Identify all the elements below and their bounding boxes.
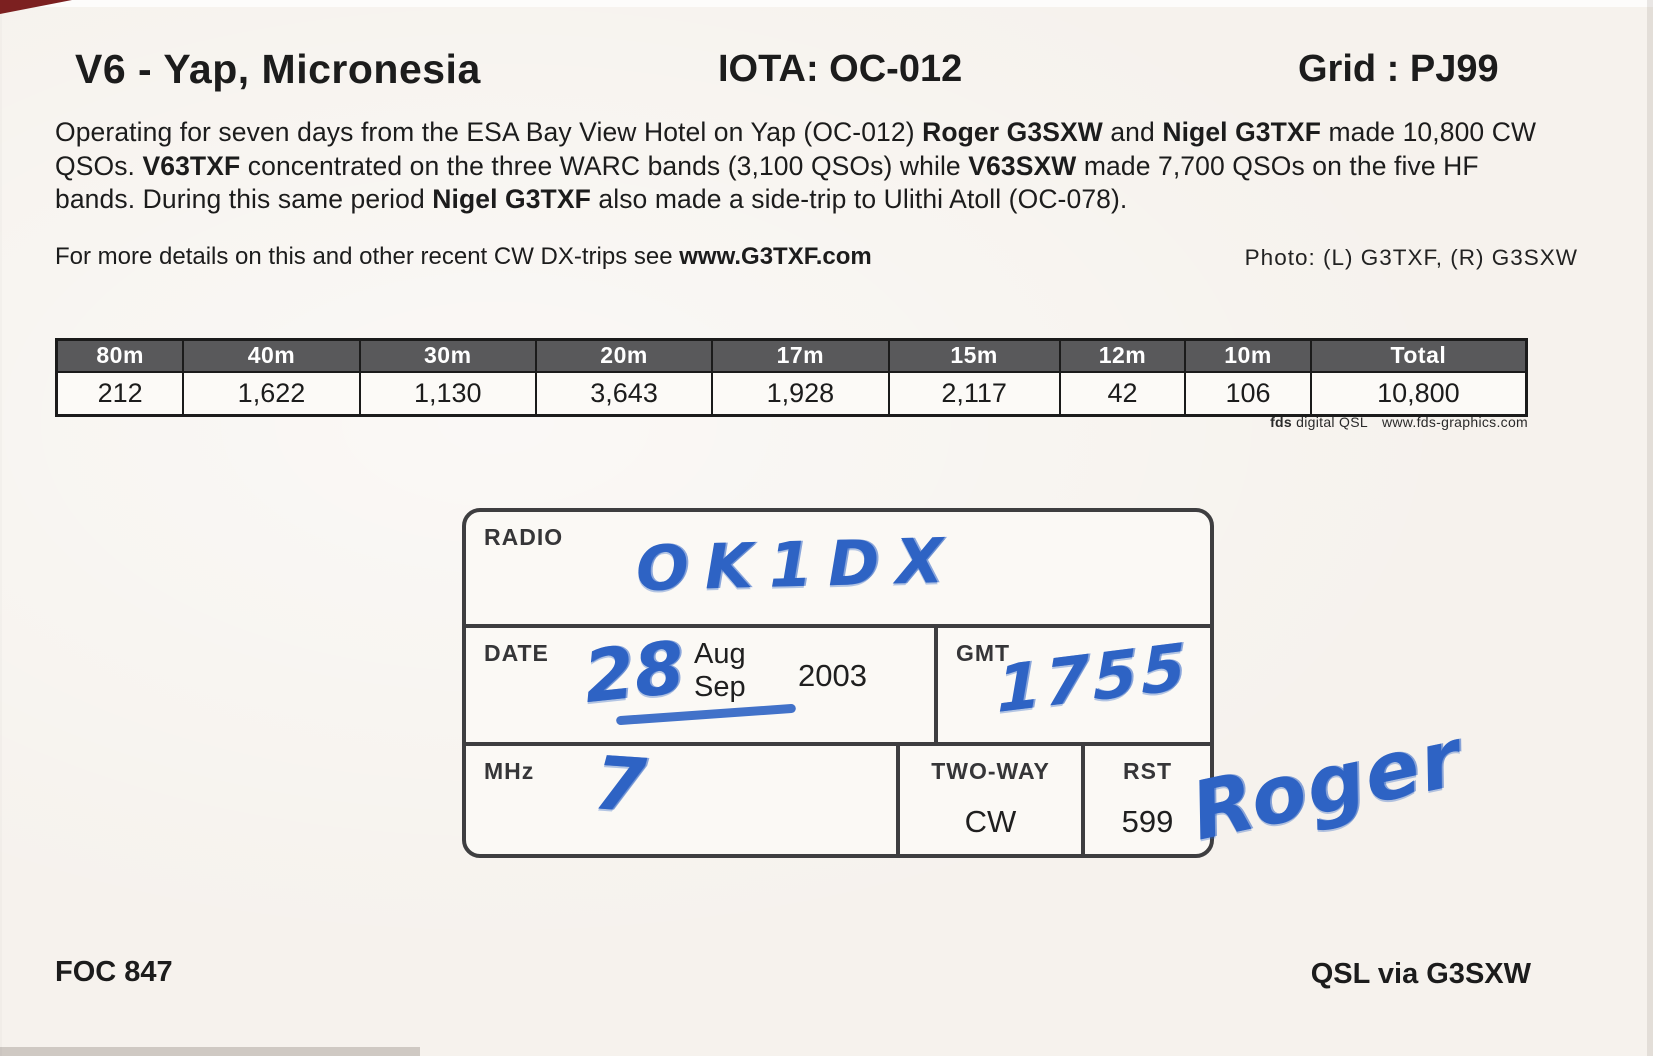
callsign-nigel-g3txf: Nigel G3TXF	[1162, 117, 1321, 147]
callsign-roger-g3sxw: Roger G3SXW	[922, 117, 1103, 147]
foc-membership-number: FOC 847	[55, 956, 173, 988]
callsign-v63txf: V63TXF	[142, 150, 241, 181]
card-title: V6 - Yap, Micronesia	[75, 46, 481, 92]
band-table-value-row	[57, 372, 1527, 416]
rst-value: 599	[1121, 804, 1174, 839]
band-qso-count: 2,117	[889, 372, 1060, 416]
more-details-line	[55, 243, 872, 271]
band-column-header: 15m	[889, 340, 1060, 372]
photo-credit: Photo: (L) G3TXF, (R) G3SXW	[1244, 245, 1578, 270]
grid-locator: Grid : PJ99	[1298, 48, 1499, 90]
band-column-header: 10m	[1185, 340, 1311, 372]
mhz-label: MHz	[484, 758, 535, 784]
date-day-handwritten: 28	[579, 624, 689, 720]
gmt-cell	[938, 628, 1210, 742]
twoway-cell	[900, 746, 1085, 854]
band-column-header: 12m	[1060, 340, 1186, 372]
mhz-cell	[466, 740, 900, 854]
operator-signature: Roger	[1183, 710, 1471, 859]
band-column-header: 40m	[183, 340, 359, 372]
rst-label: RST	[1123, 758, 1172, 784]
date-year: 2003	[798, 658, 867, 693]
website-url: www.G3TXF.com	[679, 243, 872, 270]
total-qso-count: 10,800	[1311, 372, 1527, 416]
scan-artifact-right	[1647, 0, 1653, 1056]
band-column-header: 20m	[536, 340, 712, 372]
twoway-label: TWO-WAY	[931, 758, 1050, 784]
qsl-via-note: QSL via G3SXW	[1310, 958, 1531, 990]
printer-url: www.fds-graphics.com	[1381, 414, 1528, 430]
band-qso-count: 42	[1060, 372, 1186, 416]
band-column-header: 80m	[57, 340, 184, 372]
mhz-value-handwritten: 7	[591, 740, 649, 830]
band-column-header: 30m	[360, 340, 536, 372]
qso-details-box	[462, 508, 1214, 858]
gmt-label: GMT	[956, 640, 1011, 666]
date-month-sep-struck: Sep	[694, 671, 746, 703]
description-segment: made 10,800 CW QSOs.	[55, 117, 1537, 181]
details-text: For more details on this and other recent CW DX-trips see	[55, 243, 680, 270]
band-qso-count: 212	[57, 372, 184, 416]
band-qso-count: 106	[1185, 372, 1311, 416]
band-qso-count: 1,622	[183, 372, 359, 416]
band-table-header-row	[57, 340, 1527, 372]
description-segment: Operating for seven days from the ESA Bay View Hotel on Yap (OC-012)	[55, 117, 923, 147]
band-column-header: 17m	[712, 340, 888, 372]
printer-credit	[1270, 414, 1528, 430]
scan-artifact-top-strip	[0, 0, 1653, 7]
band-qso-count: 1,130	[360, 372, 536, 416]
description-segment: made 7,700 QSOs on the five HF bands. During this same period	[55, 150, 1479, 214]
radio-cell	[466, 512, 1210, 624]
radio-row	[466, 512, 1210, 628]
band-qso-count: 3,643	[536, 372, 712, 416]
band-qso-table	[55, 338, 1528, 417]
printer-brand: fds	[1270, 414, 1292, 430]
description-segment: and	[1102, 117, 1163, 147]
date-gmt-row	[466, 624, 1210, 746]
gmt-time-handwritten: 1755	[996, 629, 1191, 729]
total-column-header: Total	[1311, 340, 1527, 372]
mhz-twoway-rst-row	[466, 740, 1210, 854]
description-segment: also made a side-trip to Ulithi Atoll (OC-078).	[590, 184, 1128, 214]
radio-label: RADIO	[484, 524, 564, 550]
date-month-aug: Aug	[694, 638, 746, 670]
description-segment: concentrated on the three WARC bands (3,100 QSOs) while	[240, 150, 969, 181]
date-month-stack	[694, 638, 746, 704]
printer-label: digital QSL	[1291, 414, 1368, 430]
scan-artifact-bottom	[0, 1047, 420, 1056]
twoway-mode-value: CW	[964, 804, 1017, 839]
date-label: DATE	[484, 640, 549, 666]
radio-callsign-handwritten: OK1DX	[635, 523, 961, 606]
date-cell	[466, 624, 938, 742]
band-qso-count: 1,928	[712, 372, 888, 416]
iota-reference: IOTA: OC-012	[718, 48, 963, 90]
expedition-description	[55, 116, 1547, 217]
callsign-v63sxw: V63SXW	[968, 150, 1077, 181]
callsign-nigel-g3txf: Nigel G3TXF	[432, 184, 591, 214]
